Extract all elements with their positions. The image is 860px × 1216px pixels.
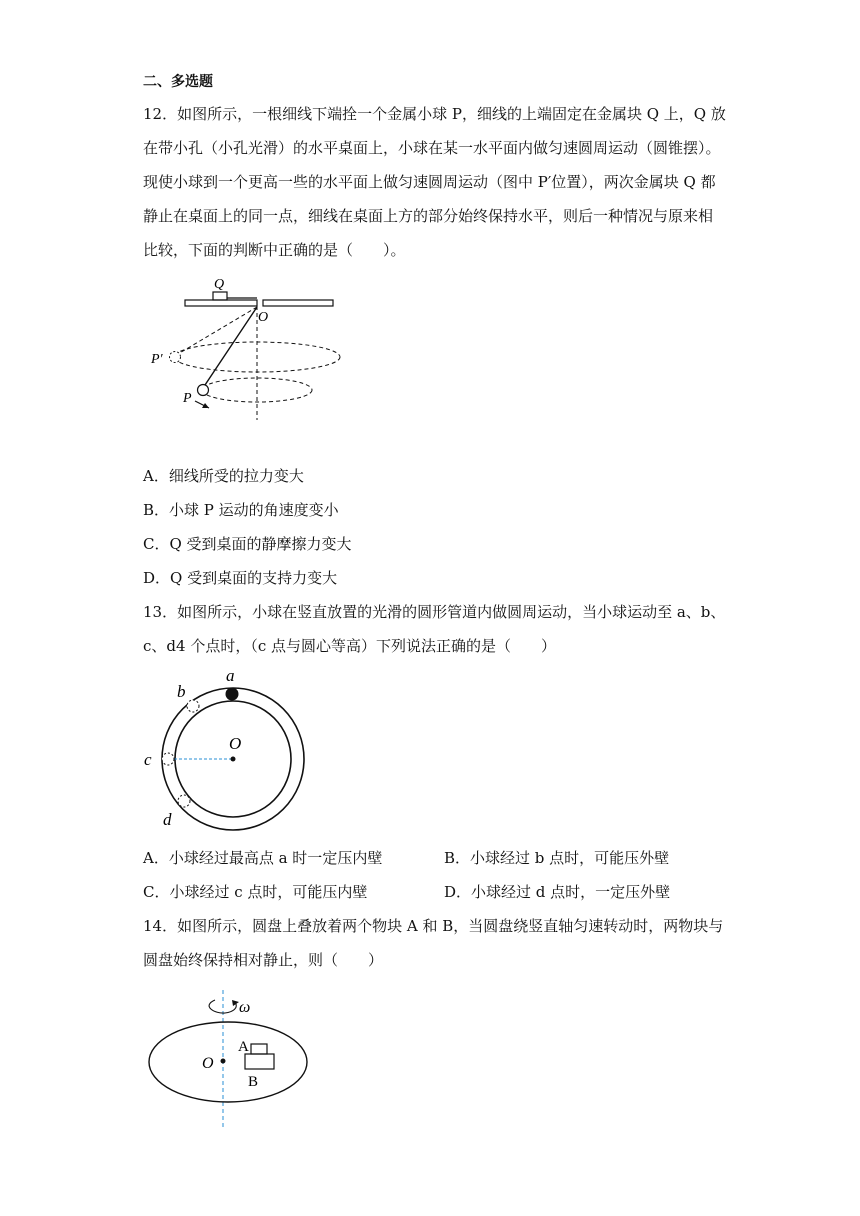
label-o: O bbox=[202, 1055, 214, 1072]
option-a[interactable]: A．细线所受的拉力变大 bbox=[143, 467, 304, 485]
center-point bbox=[221, 1059, 226, 1064]
question-12-line: 比较，下面的判断中正确的是（ ）。 bbox=[143, 241, 406, 259]
center-point bbox=[231, 757, 236, 762]
label-p: P bbox=[183, 391, 192, 406]
label-q: Q bbox=[214, 277, 225, 292]
option-b[interactable]: B．小球经过 b 点时，可能压外壁 bbox=[444, 849, 670, 867]
ball-a bbox=[226, 688, 239, 701]
ball-p bbox=[198, 385, 209, 396]
table-left bbox=[185, 300, 257, 306]
label-b: b bbox=[177, 682, 186, 701]
question-13-line: c、d4 个点时，（c 点与圆心等高）下列说法正确的是（ ） bbox=[143, 637, 556, 655]
block-q bbox=[213, 292, 227, 300]
label-o: O bbox=[229, 734, 242, 753]
question-14-line: 14．如图所示，圆盘上叠放着两个物块 A 和 B，当圆盘绕竖直轴匀速转动时，两物块与 bbox=[143, 917, 724, 935]
ball-d bbox=[178, 795, 190, 807]
label-o: O bbox=[258, 310, 269, 325]
option-a[interactable]: A．小球经过最高点 a 时一定压内壁 bbox=[143, 849, 383, 867]
block-a bbox=[251, 1044, 267, 1054]
string-to-p bbox=[205, 307, 257, 385]
label-omega: ω bbox=[239, 999, 251, 1016]
question-13-line: 13．如图所示，小球在竖直放置的光滑的圆形管道内做圆周运动，当小球运动至 a、b、 bbox=[143, 603, 726, 621]
option-b[interactable]: B．小球 P 运动的角速度变小 bbox=[143, 501, 339, 519]
table-right bbox=[263, 300, 333, 306]
label-b: B bbox=[248, 1074, 259, 1090]
label-a: a bbox=[226, 666, 235, 685]
label-p-prime: P′ bbox=[151, 352, 163, 367]
disk bbox=[149, 1022, 307, 1102]
option-d[interactable]: D．Q 受到桌面的支持力变大 bbox=[143, 569, 338, 587]
question-12-line: 在带小孔（小孔光滑）的水平桌面上，小球在某一水平面内做匀速圆周运动（圆锥摆）。 bbox=[143, 139, 721, 157]
option-c[interactable]: C．Q 受到桌面的静摩擦力变大 bbox=[143, 535, 352, 553]
rotation-arrow-head bbox=[232, 1000, 239, 1006]
ball-b bbox=[187, 700, 199, 712]
label-c: c bbox=[144, 750, 152, 769]
string-to-p-prime bbox=[178, 307, 257, 354]
rotating-disk-figure bbox=[145, 990, 325, 1130]
ball-c bbox=[162, 753, 174, 765]
question-12-line: 静止在桌面上的同一点，细线在桌面上方的部分始终保持水平，则后一种情况与原来相 bbox=[143, 207, 714, 225]
option-c[interactable]: C．小球经过 c 点时，可能压内壁 bbox=[143, 883, 368, 901]
block-b bbox=[245, 1054, 274, 1069]
conical-pendulum-figure bbox=[145, 270, 355, 430]
ball-p-prime bbox=[170, 352, 181, 363]
question-12-line: 12．如图所示，一根细线下端拴一个金属小球 P，细线的上端固定在金属块 Q 上，Q 放 bbox=[143, 105, 726, 123]
circular-tube-figure bbox=[140, 665, 320, 835]
question-14-line: 圆盘始终保持相对静止，则（ ） bbox=[143, 951, 384, 969]
section-title: 二、多选题 bbox=[143, 74, 213, 90]
option-d[interactable]: D．小球经过 d 点时，一定压外壁 bbox=[444, 883, 671, 901]
label-d: d bbox=[163, 810, 172, 829]
label-a: A bbox=[238, 1039, 249, 1055]
question-12-line: 现使小球到一个更高一些的水平面上做匀速圆周运动（图中 P′位置），两次金属块 Q 都 bbox=[143, 173, 716, 191]
